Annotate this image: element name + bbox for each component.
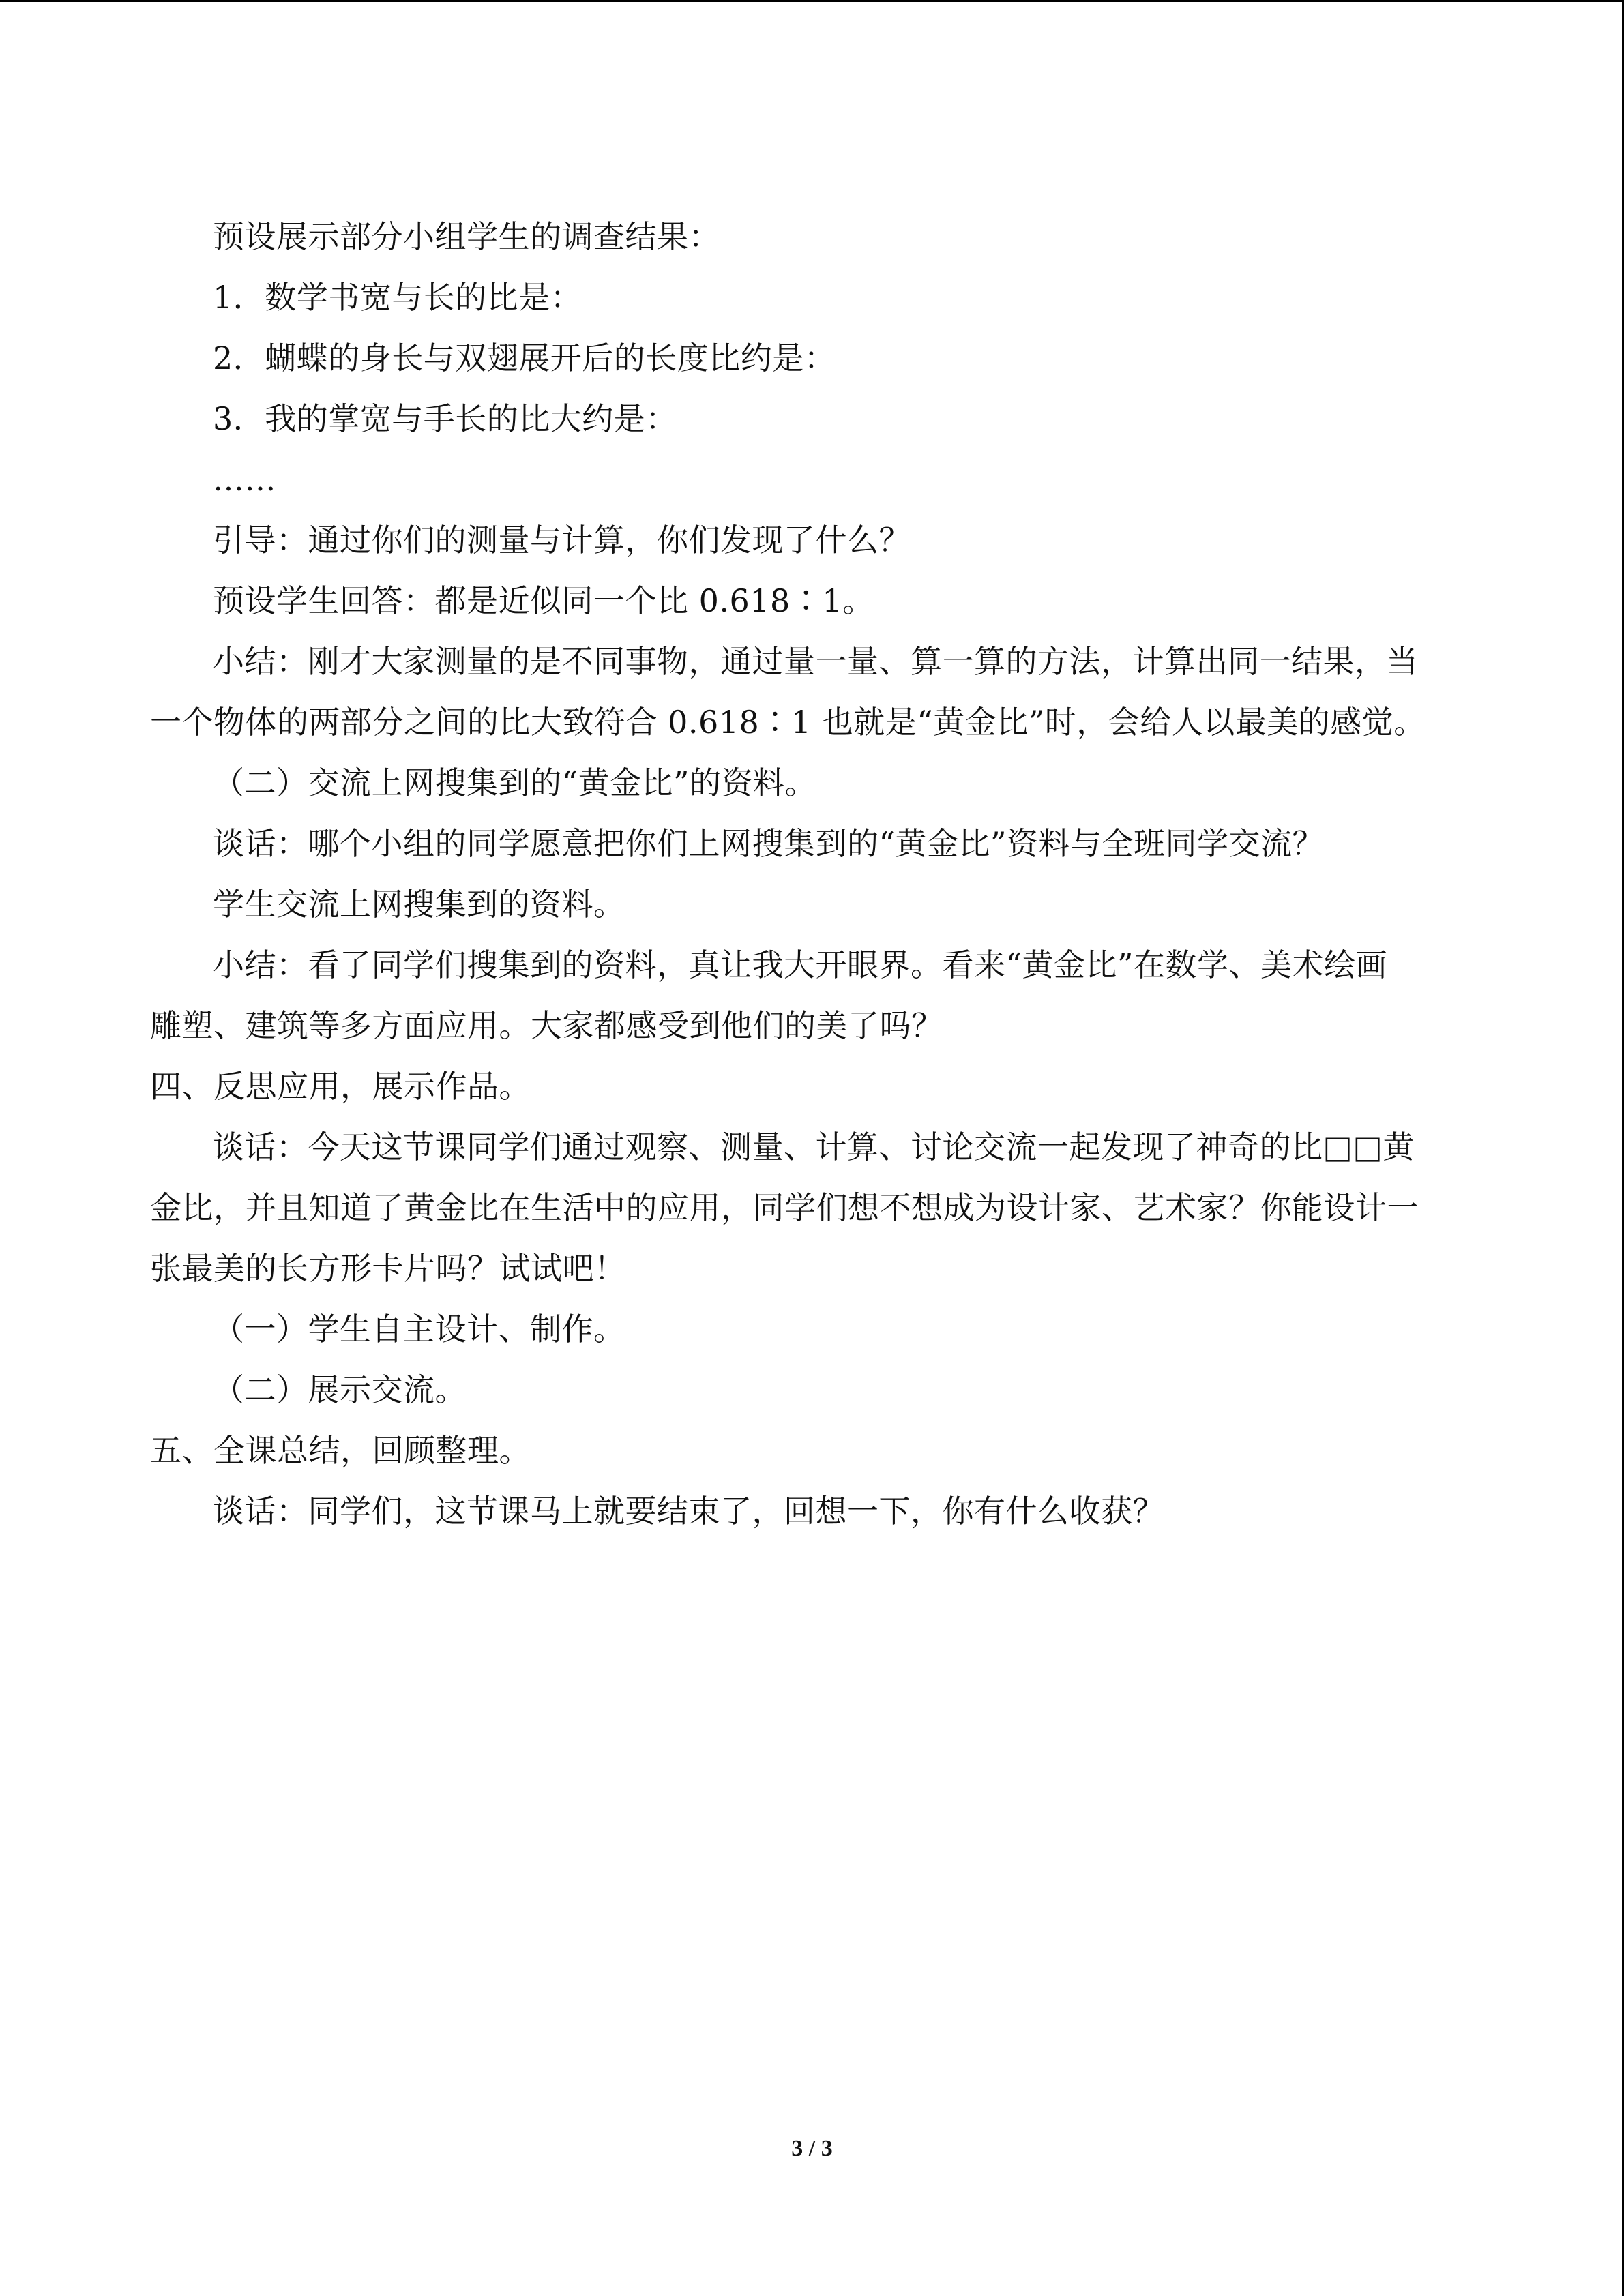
section-subheading: （一）学生自主设计、制作。 <box>213 1311 625 1347</box>
paragraph-line: 引导：通过你们的测量与计算，你们发现了什么？ <box>213 522 911 558</box>
paragraph-line: 谈话：今天这节课同学们通过观察、测量、计算、讨论交流一起发现了神奇的比□□黄 <box>213 1129 1415 1165</box>
paragraph-line: 3．我的掌宽与手长的比大约是： <box>213 400 677 437</box>
paragraph-line: …… <box>213 461 276 498</box>
section-subheading: （二）交流上网搜集到的“黄金比”的资料。 <box>213 764 817 801</box>
paragraph-line: 小结：刚才大家测量的是不同事物，通过量一量、算一算的方法，计算出同一结果，当 <box>213 643 1418 680</box>
paragraph-line: 雕塑、建筑等多方面应用。大家都感受到他们的美了吗？ <box>150 1007 943 1044</box>
section-heading: 五、全课总结，回顾整理。 <box>150 1432 531 1469</box>
paragraph-line: 一个物体的两部分之间的比大致符合 0.618∶1 也就是“黄金比”时，会给人以最美的感觉。 <box>150 704 1426 741</box>
paragraph-line: 小结：看了同学们搜集到的资料，真让我大开眼界。看来“黄金比”在数学、美术绘画 <box>213 946 1388 983</box>
paragraph-line: 预设展示部分小组学生的调查结果： <box>213 218 720 255</box>
paragraph-line: 预设学生回答：都是近似同一个比 0.618∶1。 <box>213 582 874 619</box>
paragraph-line: 2．蝴蝶的身长与双翅展开后的长度比约是： <box>213 340 836 376</box>
page-number: 3 / 3 <box>791 2136 833 2161</box>
paragraph-line: 金比，并且知道了黄金比在生活中的应用，同学们想不想成为设计家、艺术家？你能设计一 <box>150 1189 1419 1226</box>
section-heading: 四、反思应用，展示作品。 <box>150 1068 531 1105</box>
paragraph-line: 学生交流上网搜集到的资料。 <box>213 886 625 923</box>
paragraph-line: 1．数学书宽与长的比是： <box>213 279 582 316</box>
paragraph-line: 谈话：哪个小组的同学愿意把你们上网搜集到的“黄金比”资料与全班同学交流？ <box>213 825 1325 862</box>
paragraph-line: 张最美的长方形卡片吗？试试吧！ <box>150 1250 626 1287</box>
document-body <box>150 207 1461 1542</box>
paragraph-line: 谈话：同学们，这节课马上就要结束了，回想一下，你有什么收获？ <box>213 1493 1164 1530</box>
section-subheading: （二）展示交流。 <box>213 1371 467 1408</box>
